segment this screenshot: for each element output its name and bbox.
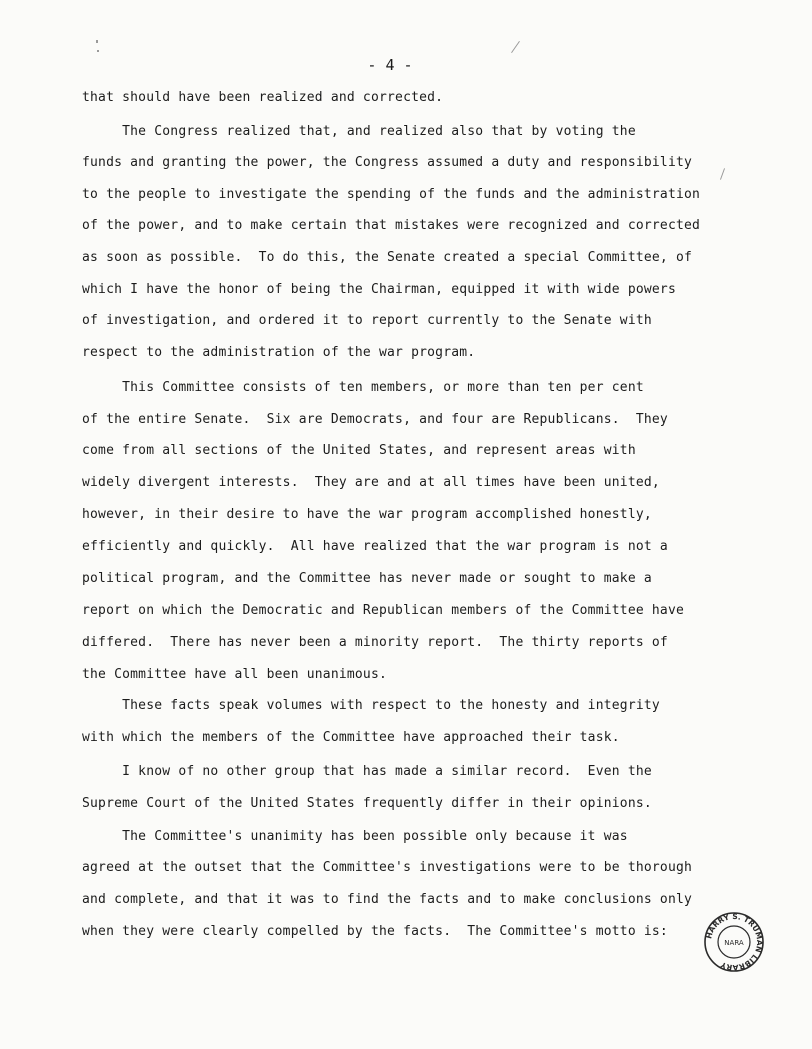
text-line: This Committee consists of ten members, or more than ten per cent	[82, 380, 644, 395]
text-line: and complete, and that it was to find the facts and to make conclusions only	[82, 892, 693, 907]
library-stamp	[703, 911, 765, 973]
text-line: The Committee's unanimity has been possible only because it was	[82, 829, 628, 844]
svg-text:HARRY S. TRUMAN LIBRARY: HARRY S. TRUMAN LIBRARY	[704, 911, 765, 973]
text-line: differed. There has never been a minority report. The thirty reports of	[82, 635, 668, 650]
text-line: political program, and the Committee has never made or sought to make a	[82, 571, 652, 586]
text-line: with which the members of the Committee have approached their task.	[82, 730, 620, 745]
text-line: I know of no other group that has made a similar record. Even the	[82, 764, 652, 779]
svg-text:NARA: NARA	[724, 939, 744, 947]
scan-speck	[97, 50, 99, 52]
text-line: efficiently and quickly. All have realized that the war program is not a	[82, 539, 668, 554]
text-line: which I have the honor of being the Chairman, equipped it with wide powers	[82, 282, 676, 297]
pencil-mark	[511, 41, 520, 53]
text-line: that should have been realized and corrected.	[82, 90, 444, 105]
text-line: The Congress realized that, and realized also that by voting the	[82, 124, 636, 139]
text-line: the Committee have all been unanimous.	[82, 667, 388, 682]
text-line: respect to the administration of the war program.	[82, 345, 476, 360]
text-line: of the entire Senate. Six are Democrats, and four are Republicans. They	[82, 412, 668, 427]
scan-speck	[96, 40, 98, 43]
text-line: These facts speak volumes with respect to the honesty and integrity	[82, 698, 660, 713]
page-number: - 4 -	[367, 56, 413, 74]
text-line: funds and granting the power, the Congress assumed a duty and responsibility	[82, 155, 693, 170]
text-line: widely divergent interests. They are and at all times have been united,	[82, 475, 660, 490]
text-line: when they were clearly compelled by the facts. The Committee's motto is:	[82, 924, 668, 939]
text-line: however, in their desire to have the war program accomplished honestly,	[82, 507, 652, 522]
pencil-mark	[720, 168, 725, 180]
text-line: agreed at the outset that the Committee's investigations were to be thorough	[82, 860, 693, 875]
text-line: report on which the Democratic and Republican members of the Committee have	[82, 603, 684, 618]
text-line: of the power, and to make certain that mistakes were recognized and corrected	[82, 218, 701, 233]
text-line: as soon as possible. To do this, the Senate created a special Committee, of	[82, 250, 693, 265]
text-line: come from all sections of the United States, and represent areas with	[82, 443, 636, 458]
text-line: Supreme Court of the United States frequently differ in their opinions.	[82, 796, 652, 811]
text-line: of investigation, and ordered it to report currently to the Senate with	[82, 313, 652, 328]
text-line: to the people to investigate the spending of the funds and the administration	[82, 187, 701, 202]
